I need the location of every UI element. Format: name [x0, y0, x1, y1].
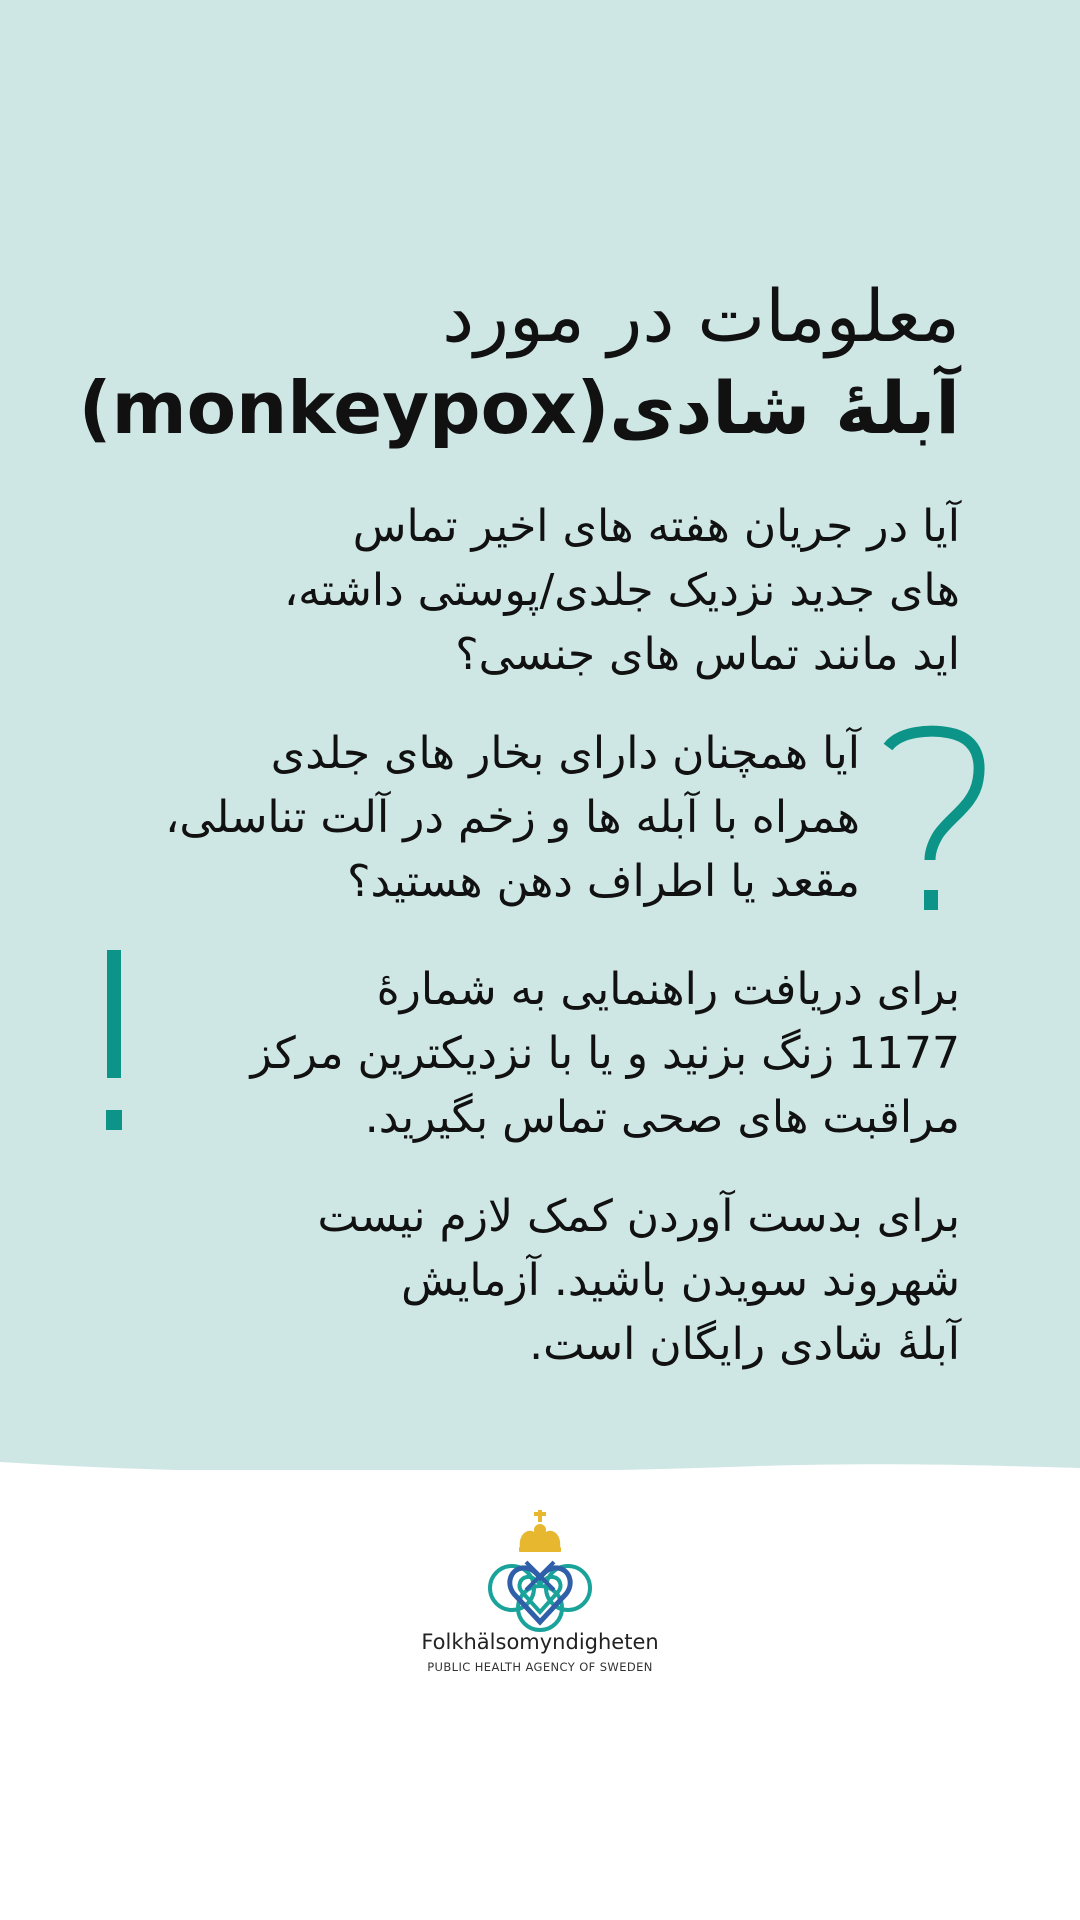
paragraph-line: برای بدست آوردن کمک لازم نیست — [317, 1191, 960, 1242]
wave-divider — [0, 1440, 1080, 1500]
paragraph-line: اید مانند تماس های جنسی؟ — [455, 629, 960, 680]
paragraph-line: برای دریافت راهنمایی به شمارهٔ — [376, 964, 960, 1015]
title-line-1: معلومات در مورد — [442, 274, 960, 358]
crown-icon — [519, 1510, 561, 1552]
agency-subtitle: PUBLIC HEALTH AGENCY OF SWEDEN — [427, 1660, 653, 1674]
paragraph-symptoms — [100, 722, 860, 914]
paragraph-line: مراقبت های صحی تماس بگیرید. — [364, 1092, 960, 1143]
exclamation-mark-icon — [102, 950, 126, 1132]
paragraph-line: آیا همچنان دارای بخار های جلدی — [270, 728, 860, 779]
page-title — [78, 270, 960, 454]
paragraph-line: شهروند سویدن باشید. آزمایش — [401, 1255, 960, 1306]
agency-name: Folkhälsomyndigheten — [421, 1630, 659, 1654]
question-mark-icon — [880, 725, 990, 915]
paragraph-line: مقعد یا اطراف دهن هستید؟ — [347, 856, 860, 907]
paragraph-line: همراه با آبله ها و زخم در آلت تناسلی، — [165, 792, 860, 843]
paragraph-recent-contact — [100, 495, 960, 687]
paragraph-call-1177 — [100, 958, 960, 1150]
heart-knot-icon — [490, 1562, 590, 1630]
paragraph-line: 1177 زنگ بزنید و یا با نزدیکترین مرکز — [250, 1028, 960, 1079]
title-line-2: آبلهٔ شادی(monkeypox) — [78, 366, 960, 450]
paragraph-line: های جدید نزدیک جلدی/پوستی داشته، — [283, 565, 960, 616]
paragraph-free-testing — [100, 1185, 960, 1377]
paragraph-line: آیا در جریان هفته های اخیر تماس — [352, 501, 960, 552]
agency-logo — [430, 1510, 650, 1635]
paragraph-line: آبلهٔ شادی رایگان است. — [529, 1319, 960, 1370]
